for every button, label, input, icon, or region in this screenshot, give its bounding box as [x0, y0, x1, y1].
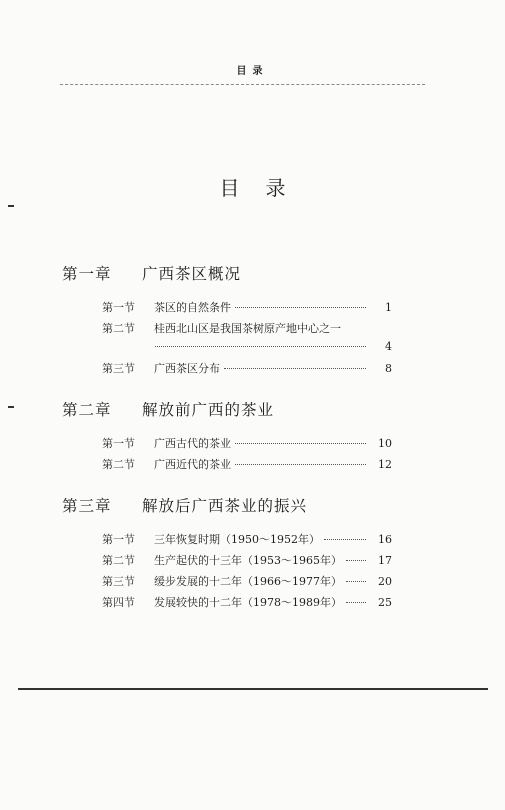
section-number: 第三节 — [102, 575, 135, 588]
section-title: 茶区的自然条件 — [154, 301, 231, 314]
section-number: 第二节 — [102, 554, 135, 567]
section-title: 生产起伏的十三年（1953～1965年） — [154, 554, 342, 567]
page-number: 12 — [378, 458, 392, 471]
dot-leader — [155, 346, 366, 347]
toc-entry — [102, 360, 392, 376]
toc-entry — [102, 531, 392, 547]
chapter-heading — [62, 398, 274, 420]
page-number: 8 — [385, 362, 392, 375]
dot-leader — [235, 464, 366, 465]
page-number: 17 — [378, 554, 392, 567]
margin-mark — [8, 205, 14, 207]
margin-mark — [8, 406, 14, 408]
page-number: 1 — [385, 301, 392, 314]
page-number: 16 — [378, 533, 392, 546]
toc-entry — [102, 594, 392, 610]
section-number: 第三节 — [102, 362, 135, 375]
chapter-title: 解放后广西茶业的振兴 — [142, 497, 308, 515]
chapter-number: 第三章 — [62, 497, 112, 515]
toc-entry — [102, 299, 392, 315]
toc-entry — [102, 573, 392, 589]
section-title: 广西近代的茶业 — [154, 458, 231, 471]
dot-leader — [346, 581, 366, 582]
page-number: 20 — [378, 575, 392, 588]
section-title: 桂西北山区是我国茶树原产地中心之一 — [154, 322, 341, 335]
chapter-number: 第一章 — [62, 265, 112, 283]
dot-leader — [346, 560, 366, 561]
header-rule — [60, 84, 425, 85]
running-header: 目录 — [236, 66, 269, 77]
section-number: 第一节 — [102, 533, 135, 546]
page-number: 10 — [378, 437, 392, 450]
section-title: 缓步发展的十二年（1966～1977年） — [154, 575, 342, 588]
dot-leader — [324, 539, 366, 540]
section-title: 发展较快的十二年（1978～1989年） — [154, 596, 342, 609]
page-number: 25 — [378, 596, 392, 609]
chapter-heading — [62, 494, 307, 516]
toc-entry — [102, 456, 392, 472]
section-number: 第一节 — [102, 437, 135, 450]
section-number: 第一节 — [102, 301, 135, 314]
section-number: 第二节 — [102, 458, 135, 471]
section-title: 广西茶区分布 — [154, 362, 220, 375]
chapter-number: 第二章 — [62, 401, 112, 419]
dot-leader — [235, 307, 366, 308]
chapter-heading — [62, 262, 241, 284]
toc-entry — [102, 552, 392, 568]
footer-rule — [18, 688, 488, 690]
toc-entry — [102, 320, 392, 336]
toc-entry-continuation — [155, 340, 392, 353]
dot-leader — [235, 443, 366, 444]
chapter-title: 广西茶区概况 — [142, 265, 242, 283]
page-number: 4 — [385, 340, 392, 353]
dot-leader — [224, 368, 366, 369]
chapter-title: 解放前广西的茶业 — [142, 401, 275, 419]
section-number: 第二节 — [102, 322, 135, 335]
dot-leader — [346, 602, 366, 603]
section-title: 三年恢复时期（1950～1952年） — [154, 533, 320, 546]
section-title: 广西古代的茶业 — [154, 437, 231, 450]
page-title: 目录 — [219, 176, 312, 200]
toc-entry — [102, 435, 392, 451]
section-number: 第四节 — [102, 596, 135, 609]
